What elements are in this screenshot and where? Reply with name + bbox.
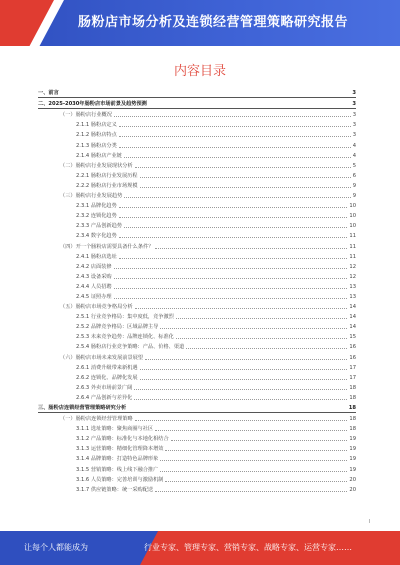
toc-entry[interactable] bbox=[38, 240, 356, 250]
toc-entry[interactable] bbox=[38, 382, 356, 392]
toc-entry-label: 2.3.1 品牌化趋势 bbox=[76, 203, 117, 210]
toc-entry[interactable] bbox=[38, 392, 356, 402]
toc-leader-dots bbox=[114, 277, 348, 279]
toc-leader-dots bbox=[186, 347, 347, 349]
toc-leader-dots bbox=[119, 257, 348, 259]
toc-entry-label: 2.5.3 未来竞争趋势：品牌连锁化、标准化 bbox=[76, 334, 174, 341]
toc-leader-dots bbox=[119, 206, 348, 208]
toc-entry-page: 19 bbox=[349, 446, 356, 453]
toc-entry-page: 20 bbox=[349, 486, 356, 493]
toc-entry-label: 2.4.3 设备采购 bbox=[76, 273, 112, 280]
toc-entry-label: 2.6.3 外卖市场前景广阔 bbox=[76, 384, 133, 391]
toc-entry-label: 2.6.4 产品创新与差异化 bbox=[76, 394, 133, 401]
toc-entry[interactable] bbox=[38, 98, 356, 109]
toc-entry[interactable] bbox=[38, 321, 356, 331]
toc-entry-page: 15 bbox=[349, 334, 356, 341]
toc-entry-label: 3.1.3 运营策略：精细化管理降本增效 bbox=[76, 446, 164, 453]
toc-entry-page: 13 bbox=[349, 293, 356, 300]
toc-entry[interactable] bbox=[38, 423, 356, 433]
toc-entry[interactable] bbox=[38, 271, 356, 281]
table-of-contents bbox=[38, 87, 356, 494]
toc-entry-page: 6 bbox=[352, 172, 356, 179]
toc-leader-dots bbox=[149, 105, 351, 106]
toc-entry[interactable] bbox=[38, 362, 356, 372]
toc-entry-page: 4 bbox=[352, 142, 356, 149]
toc-entry-label: （一）肠粉店行业概况 bbox=[60, 112, 112, 119]
toc-entry-page: 14 bbox=[349, 314, 356, 321]
toc-entry[interactable] bbox=[38, 251, 356, 261]
footer-slogan: 让每个人都能成为 bbox=[24, 543, 88, 552]
toc-leader-dots bbox=[140, 368, 348, 370]
toc-entry-page: 10 bbox=[349, 203, 356, 210]
toc-leader-dots bbox=[140, 176, 351, 178]
toc-entry-label: 2.2.1 肠粉店行业发展历程 bbox=[76, 172, 138, 179]
toc-entry-page: 3 bbox=[352, 112, 356, 119]
toc-entry-page: 16 bbox=[349, 344, 356, 351]
toc-entry[interactable] bbox=[38, 230, 356, 240]
toc-entry-label: 2.1.3 肠粉店分类 bbox=[76, 142, 117, 149]
toc-entry-label: 2.3.3 产品创新趋势 bbox=[76, 223, 122, 230]
toc-entry-label: 三、肠粉店连锁经营管理策略研究分析 bbox=[38, 405, 127, 411]
toc-entry-page: 18 bbox=[349, 394, 356, 401]
toc-entry-label: 2.4.1 肠粉店选址 bbox=[76, 253, 117, 260]
toc-entry[interactable] bbox=[38, 200, 356, 210]
toc-entry-label: 3.1.5 营销策略：线上线下融合推广 bbox=[76, 466, 159, 473]
toc-entry-page: 19 bbox=[349, 466, 356, 473]
toc-entry-label: 2.1.4 肠粉店产业链 bbox=[76, 152, 122, 159]
toc-leader-dots bbox=[119, 236, 348, 238]
toc-entry-page: 4 bbox=[352, 152, 356, 159]
toc-leader-dots bbox=[61, 94, 351, 95]
toc-entry-page: 9 bbox=[352, 193, 356, 200]
toc-entry-label: 2.4.2 店面装修 bbox=[76, 263, 112, 270]
toc-entry-page: 12 bbox=[349, 263, 356, 270]
page-number: I bbox=[368, 519, 370, 525]
toc-entry-label: 3.1.4 品牌策略：打造特色品牌形象 bbox=[76, 456, 159, 463]
toc-entry[interactable] bbox=[38, 484, 356, 494]
toc-entry[interactable] bbox=[38, 129, 356, 139]
toc-entry[interactable] bbox=[38, 463, 356, 473]
toc-entry[interactable] bbox=[38, 210, 356, 220]
toc-entry-label: 2.2.2 肠粉店行业市场规模 bbox=[76, 182, 138, 189]
toc-entry-label: 2.5.1 行业竞争格局：集中度低，竞争激烈 bbox=[76, 314, 174, 321]
toc-entry[interactable] bbox=[38, 301, 356, 311]
toc-entry-page: 14 bbox=[349, 324, 356, 331]
toc-entry-page: 18 bbox=[348, 405, 356, 411]
toc-entry-label: （五）肠粉店市场竞争格局分析 bbox=[60, 304, 133, 311]
toc-leader-dots bbox=[114, 115, 351, 117]
report-footer bbox=[0, 531, 400, 565]
toc-entry-page: 18 bbox=[349, 416, 356, 423]
toc-entry[interactable] bbox=[38, 453, 356, 463]
toc-entry-page: 10 bbox=[349, 223, 356, 230]
toc-entry[interactable] bbox=[38, 402, 356, 413]
toc-entry[interactable] bbox=[38, 281, 356, 291]
toc-entry-label: （四）开一个肠粉店需要具备什么条件？ bbox=[60, 243, 154, 250]
toc-entry[interactable] bbox=[38, 351, 356, 361]
toc-leader-dots bbox=[160, 459, 347, 461]
toc-entry[interactable] bbox=[38, 291, 356, 301]
footer-tagline: 行业专家、管理专家、营销专家、战略专家、运营专家…… bbox=[144, 543, 352, 552]
toc-entry-page: 5 bbox=[352, 162, 356, 169]
toc-entry-label: （三）肠粉店行业发展趋势 bbox=[60, 193, 123, 200]
toc-entry[interactable] bbox=[38, 474, 356, 484]
toc-entry[interactable] bbox=[38, 160, 356, 170]
toc-entry-page: 17 bbox=[349, 364, 356, 371]
toc-leader-dots bbox=[128, 409, 347, 410]
toc-entry[interactable] bbox=[38, 139, 356, 149]
toc-entry[interactable] bbox=[38, 109, 356, 119]
toc-entry-page: 12 bbox=[349, 273, 356, 280]
toc-entry[interactable] bbox=[38, 87, 356, 98]
toc-leader-dots bbox=[114, 287, 348, 289]
toc-entry-label: 2.5.4 肠粉店行业竞争策略：产品、价格、渠道 bbox=[76, 344, 185, 351]
toc-leader-dots bbox=[124, 196, 350, 198]
toc-entry-label: （二）肠粉店行业发展现状分析 bbox=[60, 162, 133, 169]
toc-leader-dots bbox=[119, 216, 348, 218]
toc-entry-page: 3 bbox=[352, 122, 356, 129]
toc-entry-label: 一、前言 bbox=[38, 90, 59, 97]
toc-leader-dots bbox=[140, 378, 348, 380]
toc-leader-dots bbox=[114, 297, 348, 299]
toc-entry[interactable] bbox=[38, 341, 356, 351]
toc-entry-label: 2.6.1 消费升级带来新机遇 bbox=[76, 364, 138, 371]
toc-leader-dots bbox=[155, 490, 347, 492]
toc-entry-page: 19 bbox=[349, 436, 356, 443]
toc-leader-dots bbox=[140, 186, 351, 188]
toc-entry-label: （一）肠粉店连锁经营管理策略 bbox=[60, 416, 133, 423]
toc-heading: 内容目录 bbox=[173, 64, 226, 79]
report-title: 肠粉店市场分析及连锁经营管理策略研究报告 bbox=[78, 15, 349, 30]
toc-entry-page: 11 bbox=[349, 233, 356, 240]
toc-entry[interactable] bbox=[38, 443, 356, 453]
toc-entry-page: 17 bbox=[349, 374, 356, 381]
toc-entry[interactable] bbox=[38, 170, 356, 180]
toc-entry-label: 2.4.5 证照办理 bbox=[76, 293, 112, 300]
toc-entry-page: 14 bbox=[349, 304, 356, 311]
toc-leader-dots bbox=[155, 247, 347, 249]
toc-entry-page: 10 bbox=[349, 213, 356, 220]
toc-leader-dots bbox=[135, 307, 348, 309]
toc-entry-label: 2.6.2 连锁化、品牌化发展 bbox=[76, 374, 138, 381]
toc-entry[interactable] bbox=[38, 433, 356, 443]
toc-entry[interactable] bbox=[38, 150, 356, 160]
toc-leader-dots bbox=[135, 166, 351, 168]
toc-entry-page: 20 bbox=[349, 476, 356, 483]
toc-entry[interactable] bbox=[38, 190, 356, 200]
toc-entry-page: 3 bbox=[352, 132, 356, 139]
toc-entry[interactable] bbox=[38, 331, 356, 341]
toc-entry-page: 19 bbox=[349, 456, 356, 463]
toc-leader-dots bbox=[114, 267, 348, 269]
toc-leader-dots bbox=[145, 358, 347, 360]
toc-entry-label: 3.1.7 供应链策略：统一采购配送 bbox=[76, 486, 154, 493]
toc-entry-page: 18 bbox=[349, 384, 356, 391]
toc-leader-dots bbox=[119, 146, 351, 148]
toc-leader-dots bbox=[160, 470, 347, 472]
toc-entry-page: 3 bbox=[352, 90, 356, 97]
toc-entry-page: 11 bbox=[349, 243, 356, 250]
toc-entry-label: 3.1.2 产品策略：标准化与本地化相结合 bbox=[76, 436, 169, 443]
toc-leader-dots bbox=[134, 398, 347, 400]
toc-leader-dots bbox=[160, 327, 347, 329]
toc-leader-dots bbox=[176, 317, 348, 319]
toc-entry[interactable] bbox=[38, 261, 356, 271]
toc-entry-label: 2.3.4 数字化趋势 bbox=[76, 233, 117, 240]
toc-leader-dots bbox=[119, 135, 351, 137]
toc-entry-label: 2.1.1 肠粉店定义 bbox=[76, 122, 117, 129]
toc-leader-dots bbox=[124, 226, 347, 228]
toc-entry-label: 2.5.2 品牌竞争格局：区域品牌主导 bbox=[76, 324, 159, 331]
toc-leader-dots bbox=[155, 429, 347, 431]
toc-entry-label: 3.1.6 人员策略：完善培训与激励机制 bbox=[76, 476, 164, 483]
toc-leader-dots bbox=[134, 388, 347, 390]
toc-leader-dots bbox=[171, 439, 348, 441]
toc-leader-dots bbox=[135, 419, 348, 421]
toc-entry-page: 18 bbox=[349, 426, 356, 433]
toc-entry[interactable] bbox=[38, 180, 356, 190]
toc-entry-page: 16 bbox=[349, 354, 356, 361]
toc-entry-page: 13 bbox=[349, 283, 356, 290]
report-header bbox=[0, 0, 400, 46]
toc-entry-page: 11 bbox=[349, 253, 356, 260]
toc-entry[interactable] bbox=[38, 413, 356, 423]
toc-entry[interactable] bbox=[38, 311, 356, 321]
toc-entry[interactable] bbox=[38, 119, 356, 129]
toc-entry-label: （六）肠粉店市场未来发展前景展望 bbox=[60, 354, 144, 361]
toc-entry-label: 2.4.4 人员招聘 bbox=[76, 283, 112, 290]
toc-entry-page: 9 bbox=[352, 182, 356, 189]
toc-entry[interactable] bbox=[38, 220, 356, 230]
toc-leader-dots bbox=[124, 156, 351, 158]
toc-entry-label: 二、2025-2030年肠粉店市场前景及趋势预测 bbox=[38, 101, 147, 108]
toc-leader-dots bbox=[119, 125, 351, 127]
toc-leader-dots bbox=[176, 337, 348, 339]
toc-entry[interactable] bbox=[38, 372, 356, 382]
toc-leader-dots bbox=[165, 480, 347, 482]
toc-entry-label: 2.3.2 连锁化趋势 bbox=[76, 213, 117, 220]
toc-leader-dots bbox=[165, 449, 347, 451]
toc-entry-label: 3.1.1 选址策略：聚焦商圈与社区 bbox=[76, 426, 154, 433]
toc-entry-page: 3 bbox=[352, 101, 356, 108]
toc-entry-label: 2.1.2 肠粉店特点 bbox=[76, 132, 117, 139]
